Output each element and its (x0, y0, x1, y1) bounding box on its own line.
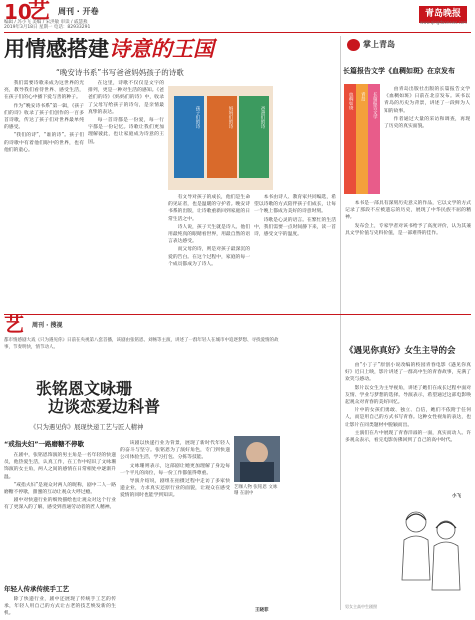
headline-plain: 用情感搭建 (4, 36, 109, 61)
book-cover: 孩子们的诗 (174, 96, 204, 178)
top-subheadline: “晚安诗书系”书写爸爸妈妈孩子的诗歌 (56, 68, 184, 77)
movie-headline: 《遇见你真好》女生主导的会 (345, 346, 456, 356)
app-name: 掌上青岛 (363, 40, 395, 49)
paper-logo: 青岛晚报 (419, 6, 467, 23)
app-logo (343, 36, 471, 54)
paragraph: “我们的诗”，“谁的诗”。孩子们的诗歌中有着他们眼中的世界，也有他们的童心。 (4, 133, 84, 153)
sketch-illustration (386, 500, 472, 610)
paper-url: www.qingdaonews.com (419, 20, 467, 25)
date-line: 2019年3月18日 星期一 电话：82933291 (4, 25, 91, 30)
paragraph: 影片以女生为主导视角，讲述了她们在成长过程中面对友情、学业与梦想的选择。导演表示，希望通过这部电影唤起观众对青春的美好回忆。 (345, 385, 471, 406)
paragraph: 本书由诗人、教育家共同编选，希望以诗歌的方式陪伴孩子们成长，让每一个晚上都成为美好的诗意时刻。 (254, 195, 336, 215)
paragraph: 主演们在片中展现了青春洋溢的一面，真实而动人。许多观众表示，看完电影仿佛回到了自己的高中时代。 (345, 430, 471, 444)
book-spines-image: 血稠如斑 青岛 长篇报告文学 (344, 84, 380, 194)
headline-art: 诗意的王国 (109, 36, 214, 61)
paragraph: 由青岛出版社出版的长篇报告文学《血稠如斑》日前在北京发布。该书以青岛的历史为背景，讲述了一段鲜为人知的故事。 (384, 87, 470, 114)
book-cover: 妈妈们的诗 (207, 96, 237, 178)
section-banner (4, 312, 279, 336)
paragraph: 剧中对快递行业的细致描绘也让观众对这个行业有了更深入的了解，感受到普通劳动者的匠人精神。 (4, 498, 116, 511)
paragraph: 除了快递行业，剧中还展现了传统手工艺的传承，年轻人用自己的方式让古老的技艺焕发新的生机。 (4, 597, 116, 616)
tv-col-3 (4, 596, 116, 616)
divider (4, 32, 471, 33)
paragraph: “戒指夫妇”是观众对两人的昵称，剧中二人一路磨糖不停歇，甜蜜的互动让观众大呼过瘾。 (4, 482, 116, 496)
top-headline (4, 38, 214, 59)
paragraph: 有文导对孩子的成长，他们是生命的见证者，也是温暖的守护者。晚安诗书系的出版，让诗歌重新回到家庭的日常生活之中。 (168, 195, 250, 222)
chapter-heading: 年轻人传承传统手工艺 (4, 585, 69, 593)
movie-col (345, 362, 471, 498)
top-col-3 (168, 194, 250, 310)
paragraph: 作者通过大量的采访和调查，再现了历史的真实面貌。 (384, 116, 470, 130)
column-divider (340, 36, 341, 610)
sketch-caption: 男女主高中生剧照 (345, 604, 377, 609)
section-char: 艺 (28, 0, 51, 24)
author-name: 小飞 (452, 494, 461, 499)
book-covers-image (168, 86, 273, 190)
section-name: 周刊 · 开卷 (58, 7, 99, 16)
tv-subheadline: 《只为遇见你》展现快递工艺与匠人精神 (30, 424, 144, 431)
tv-col-1 (4, 452, 116, 582)
paragraph: 本书是一部具有深刻历史意义的作品，它以文学的方式记录了那段不应被遗忘的历史，展现了中华民族不屈的精神。 (345, 201, 471, 221)
book-cover: 爸爸们的诗 (239, 96, 269, 178)
paragraph: 每一首诗都是一份爱，每一行字都是一份记忆。诗歌让我们更加理解彼此，也让家庭成为诗意的王国。 (88, 118, 164, 145)
sidebar-col-a (384, 86, 470, 198)
tv-col-2 (120, 440, 230, 610)
masthead (0, 0, 475, 30)
top-col-4 (254, 194, 336, 310)
section-name: 周刊 · 搜视 (32, 322, 63, 329)
photo-caption: 艺咖人物 张铭恩 文咏珊 在剧中 (234, 485, 278, 496)
author-name: 王晓菲 (255, 608, 269, 613)
paragraph: 作为“晚安诗书系”第一辑，《孩子们的诗》收录了孩子们创作的一百多首诗歌，传达了孩子们对世界最单纯的感受。 (4, 103, 84, 131)
tv-headline: 张铭恩文咏珊 边谈恋爱边科普 (36, 379, 161, 416)
page-number: 10 (4, 0, 32, 24)
section-char: 艺 (4, 312, 24, 336)
paragraph: 而父母的诗，则是对孩子最深沉的爱的告白。在这个过程中，家庭的每一个成员都成为了诗人。 (168, 247, 250, 267)
paragraph: 由“小丁子”原创小说改编的校园青春电影《遇见你真好》近日上映，影片讲述了一群高中生的青春故事，充满了欢笑与感动。 (345, 363, 471, 383)
paragraph: 发布会上，专家学者对该书给予了高度评价，认为其兼具文学价值与史料价值，是一部难得的佳作。 (345, 223, 471, 236)
paragraph: 我们需要诗歌来成为这世界的光亮，教导我们看待世界、感受生活，在孩子们的心中播下爱与善的种子。 (4, 81, 84, 101)
paragraph: 文咏珊则表示，这部剧让她更加理解了身边每一个平凡的岗位，每一份工作都值得尊重。 (120, 463, 230, 476)
section-blurb: 都市情感剧大戏《只为遇见你》日前在央视第八套首播，该剧由张铭恩、刘畅等主演，讲述了一群年轻人在城市中追逐梦想、寻找爱情的故事，节奏明快，情节动人。 (4, 338, 279, 350)
actor-photo (234, 436, 280, 482)
divider (4, 314, 471, 315)
paragraph: 诗歌是心灵的语言。在繁忙的生活中，我们需要一点时间静下来，读一首诗，感受文字的温度。 (254, 217, 336, 238)
face-shape (246, 442, 268, 464)
credits: 编辑 / 苏小飞 美编 / 宋洪敏 审读 / 戚慧燕 (4, 20, 88, 25)
chapter-heading: “戒指夫妇”一路磨糖不停歇 (4, 440, 85, 448)
sidebar-col-b (345, 200, 471, 312)
paragraph: 导演介绍说，剧组在拍摄过程中走访了多家快递企业，力求真实还原行业的面貌，让观众在感受爱情的同时也能学到知识。 (120, 479, 230, 499)
paragraph: 该剧以快递行业为背景，展现了新时代年轻人的奋斗与坚守。张铭恩为了演好角色，专门到快递公司体验生活，学习打包、分拣等技能。 (120, 441, 230, 461)
sidebar-headline: 长篇报告文学《血稠如斑》在京发布 (343, 66, 455, 75)
paragraph: 在剧中，张铭恩饰演的男主角是一名年轻的快递员，他热爱生活，认真工作，在工作中结识了文咏珊饰演的女主角，两人之间的感情在日常相处中逐渐升温。 (4, 453, 116, 480)
top-col-2 (88, 80, 164, 310)
paragraph: 诗人说，孩子天生就是诗人。他们用最纯真的眼睛看世界，用最自然的语言表达感受。 (168, 224, 250, 245)
top-col-1 (4, 80, 84, 310)
paragraph: 片中的女孩们勇敢、独立、自信，她们不依附于任何人，而是用自己的方式书写青春。这种女性视角的表达，也让影片在同类题材中脱颖而出。 (345, 408, 471, 428)
app-icon (347, 39, 360, 51)
body-shape (240, 462, 274, 482)
paragraph: 在这里，诗歌不仅仅是文字的排列，更是一种对生活的感知。《爸爸们的诗》《妈妈们的诗》中，收录了父母写给孩子的诗句，是亲情最真挚的表达。 (88, 81, 164, 115)
